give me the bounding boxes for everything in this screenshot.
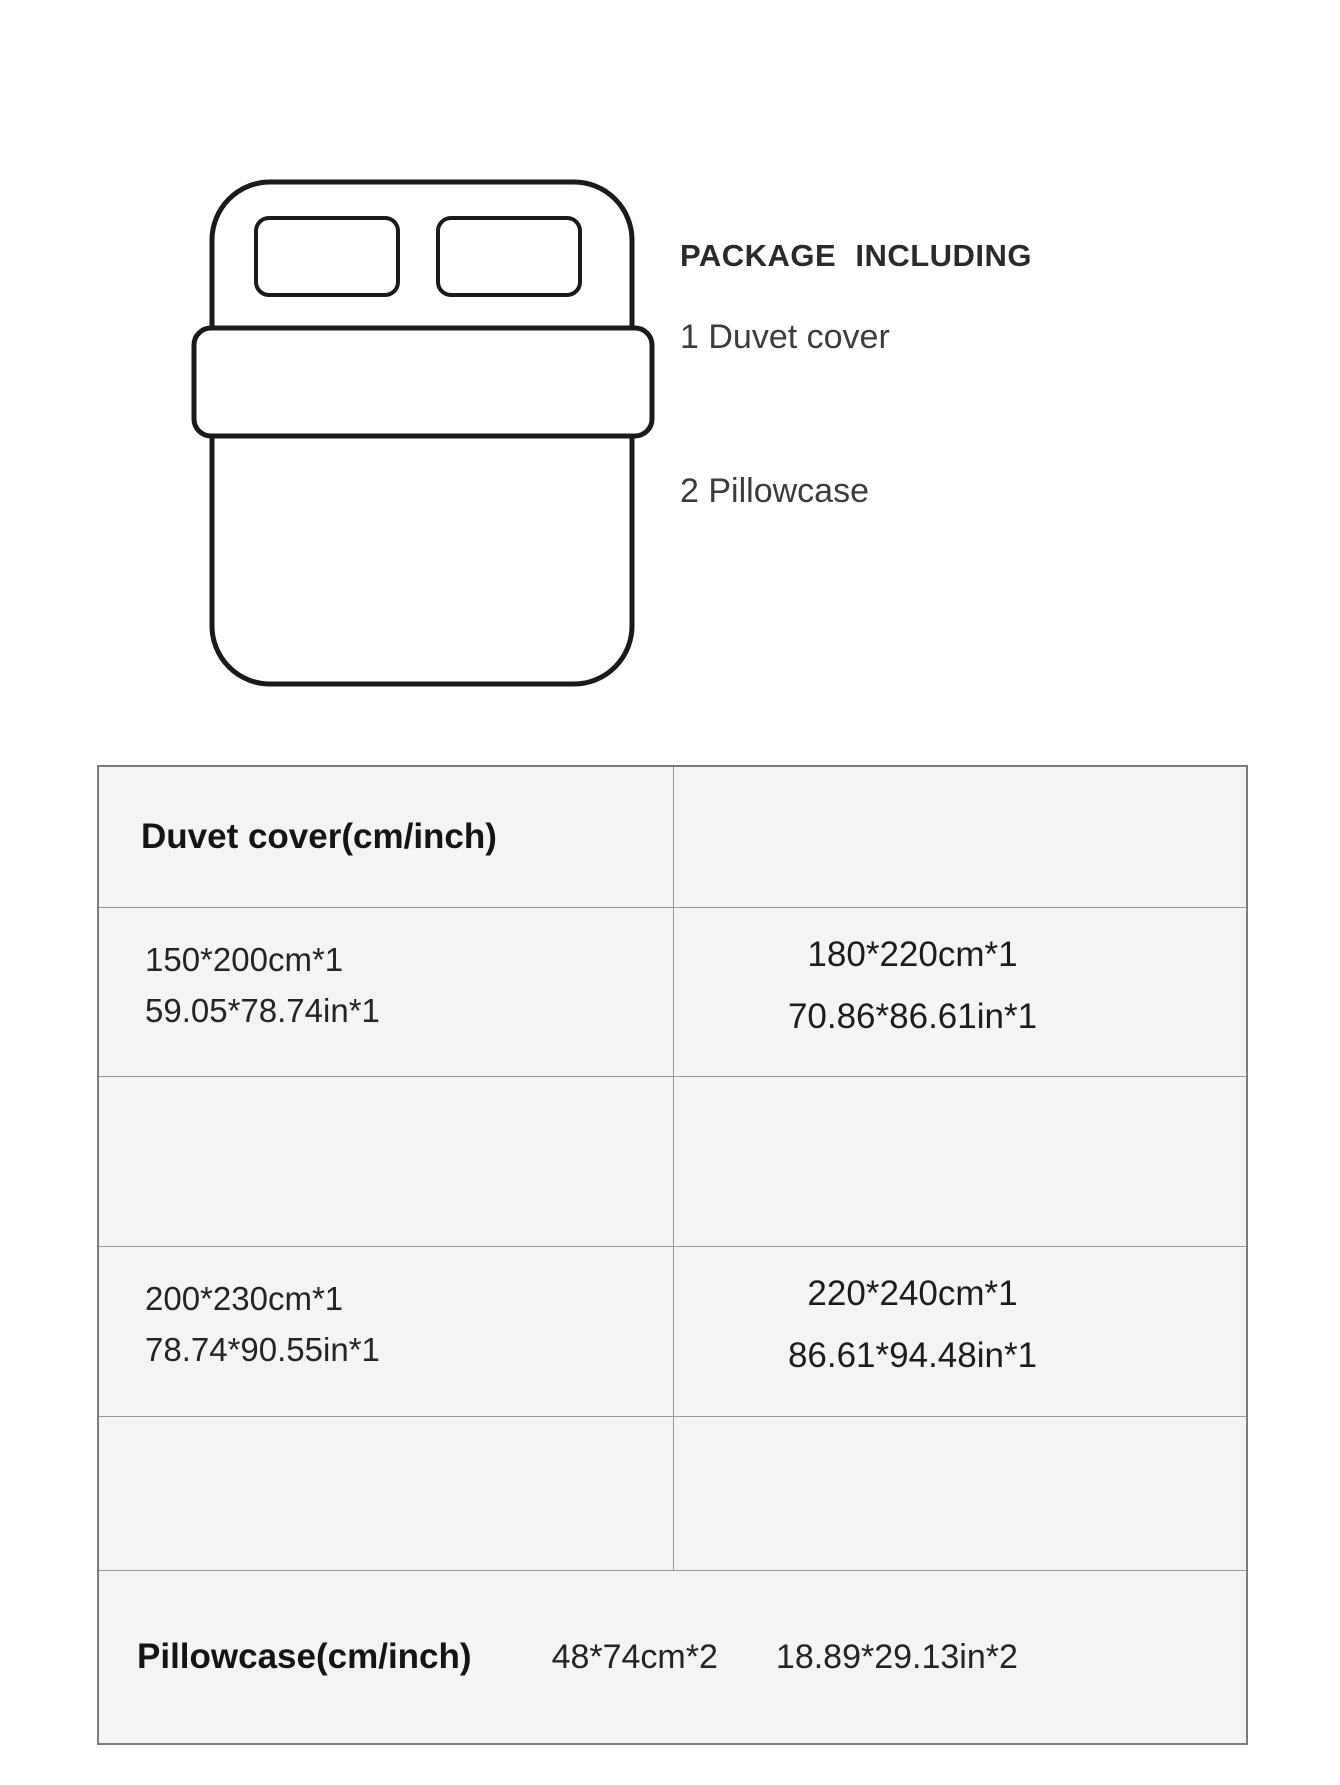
spacer-cell: [99, 1077, 674, 1246]
duvet-size-row-2: [99, 1246, 1246, 1416]
spacer-cell: [674, 1417, 1246, 1571]
table-header-row: [99, 767, 1246, 907]
duvet-header-cell: [99, 767, 674, 907]
duvet-fold-band: [194, 328, 652, 436]
pillowcase-size-cm: 48*74cm*2: [551, 1637, 718, 1676]
size-in-value: 78.74*90.55in*1: [145, 1331, 380, 1369]
bed-top-view-icon: [140, 140, 700, 720]
package-item-duvet: 1 Duvet cover: [680, 318, 890, 356]
spacer-cell: [674, 1077, 1246, 1246]
size-in-value: 59.05*78.74in*1: [145, 991, 380, 1029]
pillowcase-row: [99, 1570, 1246, 1743]
pillowcase-label: Pillowcase(cm/inch): [137, 1637, 472, 1677]
size-cm-value: 220*240cm*1: [807, 1274, 1018, 1314]
duvet-size-1-left-cell: [99, 908, 674, 1077]
duvet-size-row-1: [99, 907, 1246, 1077]
package-title: PACKAGE INCLUDING: [680, 238, 1033, 273]
duvet-size-1-right-cell: [674, 908, 1246, 1077]
pillow-left-icon: [256, 218, 398, 295]
package-item-pillowcase: 2 Pillowcase: [680, 472, 869, 510]
spacer-row: [99, 1076, 1246, 1246]
duvet-size-2-right-cell: [674, 1247, 1246, 1416]
size-table: [97, 765, 1248, 1745]
size-cm-value: 150*200cm*1: [145, 940, 344, 978]
pillowcase-size-in: 18.89*29.13in*2: [775, 1637, 1018, 1676]
size-in-value: 86.61*94.48in*1: [787, 1336, 1038, 1376]
pillow-right-icon: [438, 218, 580, 295]
size-in-value: 70.86*86.61in*1: [787, 996, 1038, 1036]
header-empty-cell: [674, 767, 1246, 907]
size-cm-value: 180*220cm*1: [807, 934, 1018, 974]
duvet-size-2-left-cell: [99, 1247, 674, 1416]
spacer-cell: [99, 1417, 674, 1571]
duvet-header-label: Duvet cover(cm/inch): [141, 816, 497, 856]
spacer-row: [99, 1416, 1246, 1571]
size-cm-value: 200*230cm*1: [145, 1280, 344, 1318]
